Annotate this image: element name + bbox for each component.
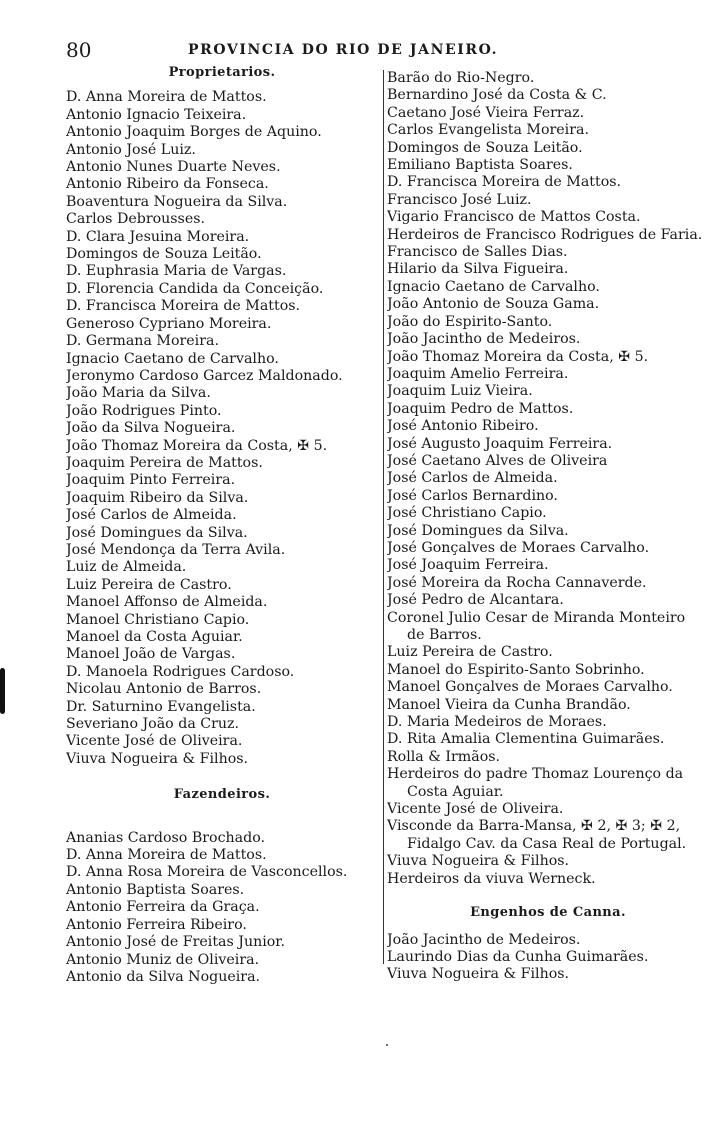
list-item: Luiz de Almeida. (66, 559, 187, 576)
list-item: Antonio da Silva Nogueira. (66, 968, 261, 985)
list-item: Ignacio Caetano de Carvalho. (387, 278, 600, 295)
list-item: José Domingues da Silva. (66, 524, 248, 541)
list-proprietarios (66, 89, 378, 768)
list-item: João Jacintho de Medeiros. (387, 331, 581, 348)
list-item: Manoel Christiano Capio. (66, 611, 250, 628)
list-item: Viuva Nogueira & Filhos. (387, 853, 570, 870)
list-item: Hilario da Silva Figueira. (387, 261, 569, 278)
list-item: Manoel da Costa Aguiar. (66, 629, 243, 645)
list-item: Antonio Joaquim Borges de Aquino. (66, 124, 322, 141)
list-item: Joaquim Pereira de Mattos. (66, 454, 263, 471)
list-item: Nicolau Antonio de Barros. (66, 681, 262, 698)
list-item: Fidalgo Cav. da Casa Real de Portugal. (407, 835, 687, 852)
list-item: Manoel do Espirito-Santo Sobrinho. (387, 661, 645, 678)
list-item: José Pedro de Alcantara. (387, 592, 564, 609)
list-item: Costa Aguiar. (407, 783, 504, 800)
list-item: José Antonio Ribeiro. (387, 418, 539, 435)
list-fazendeiros-continued (387, 70, 709, 888)
list-item: Manoel João de Vargas. (66, 646, 236, 663)
list-item: Coronel Julio Cesar de Miranda Monteiro (387, 609, 686, 626)
list-item: Joaquim Pedro de Mattos. (387, 400, 574, 417)
list-item: Viuva Nogueira & Filhos. (387, 966, 570, 983)
right-column (387, 70, 709, 984)
list-item: Manoel Gonçalves de Moraes Carvalho. (387, 679, 673, 696)
list-item: Manoel Vieira da Cunha Brandão. (387, 696, 631, 713)
list-item: João da Silva Nogueira. (66, 420, 236, 437)
section-title-fazendeiros: Fazendeiros. (173, 787, 271, 803)
list-item: Bernardino José da Costa & C. (387, 87, 607, 104)
list-item: Rolla & Irmãos. (387, 748, 501, 765)
page-header (66, 38, 711, 62)
list-fazendeiros (66, 830, 378, 987)
binding-mark (0, 668, 5, 714)
list-item: Manoel Affonso de Almeida. (66, 594, 268, 611)
list-item: Antonio Ferreira da Graça. (66, 899, 260, 916)
list-item: Luiz Pereira de Castro. (66, 576, 232, 593)
list-item: José Augusto Joaquim Ferreira. (387, 435, 613, 452)
stray-mark (386, 1044, 388, 1046)
list-item: D. Clara Jesuina Moreira. (66, 228, 250, 245)
list-item: D. Germana Moreira. (66, 333, 219, 350)
list-item: Generoso Cypriano Moreira. (66, 315, 272, 332)
list-item: D. Florencia Candida da Conceição. (66, 280, 324, 297)
list-item: José Christiano Capio. (387, 505, 547, 522)
list-item: Antonio José Luiz. (66, 141, 196, 158)
list-item: Severiano João da Cruz. (66, 716, 240, 733)
list-item: D. Maria Medeiros de Moraes. (387, 714, 607, 731)
list-item: Caetano José Vieira Ferraz. (387, 104, 585, 121)
list-item: José Carlos de Almeida. (387, 470, 558, 487)
list-item: José Domingues da Silva. (387, 522, 569, 539)
list-engenhos (387, 932, 709, 984)
list-item: Domingos de Souza Leitão. (66, 246, 262, 263)
list-item: Jeronymo Cardoso Garcez Maldonado. (66, 367, 343, 384)
list-item: João Jacintho de Medeiros. (387, 931, 581, 948)
list-item: Emiliano Baptista Soares. (387, 157, 573, 174)
list-item: D. Euphrasia Maria de Vargas. (66, 263, 287, 280)
section-title-proprietarios: Proprietarios. (168, 65, 276, 80)
list-item: Joaquim Luiz Vieira. (387, 383, 533, 400)
list-item: João Maria da Silva. (66, 385, 211, 402)
list-item: Carlos Debrousses. (66, 211, 206, 228)
list-item: Antonio Ribeiro da Fonseca. (66, 176, 269, 193)
list-item: João Rodrigues Pinto. (66, 402, 222, 419)
list-item: de Barros. (407, 627, 482, 643)
column-divider (383, 70, 384, 964)
list-item: D. Anna Moreira de Mattos. (66, 89, 267, 106)
list-item: Joaquim Pinto Ferreira. (66, 472, 236, 489)
list-item: Antonio Muniz de Oliveira. (66, 951, 260, 968)
list-item: Vigario Francisco de Mattos Costa. (387, 209, 641, 226)
list-item: Laurindo Dias da Cunha Guimarães. (387, 948, 649, 965)
list-item: Domingos de Souza Leitão. (387, 139, 583, 156)
list-item: Antonio José de Freitas Junior. (66, 934, 286, 951)
list-item: D. Francisca Moreira de Mattos. (66, 298, 301, 315)
list-item: Joaquim Ribeiro da Silva. (66, 489, 249, 506)
list-item: Antonio Ferreira Ribeiro. (66, 916, 247, 933)
page-number: 80 (66, 38, 92, 62)
list-item: D. Anna Rosa Moreira de Vasconcellos. (66, 864, 348, 881)
list-item: Visconde da Barra-Mansa, ✠ 2, ✠ 3; ✠ 2, (387, 818, 681, 835)
list-item: Herdeiros do padre Thomaz Lourenço da (387, 766, 684, 783)
list-item: José Mendonça da Terra Avila. (66, 541, 286, 558)
list-item: Herdeiros da viuva Werneck. (387, 870, 596, 887)
list-item: Antonio Baptista Soares. (66, 881, 245, 898)
list-item: Luiz Pereira de Castro. (387, 644, 553, 661)
list-item: João Antonio de Souza Gama. (387, 296, 600, 313)
list-item: D. Rita Amalia Clementina Guimarães. (387, 731, 665, 748)
list-item: Antonio Nunes Duarte Neves. (66, 159, 281, 176)
list-item: D. Francisca Moreira de Mattos. (387, 174, 622, 191)
list-item: João do Espirito-Santo. (387, 313, 553, 330)
list-item: José Moreira da Rocha Cannaverde. (387, 574, 647, 591)
list-item: D. Manoela Rodrigues Cardoso. (66, 663, 295, 680)
list-item: José Caetano Alves de Oliveira (387, 452, 608, 469)
list-item: Ignacio Caetano de Carvalho. (66, 350, 279, 367)
list-item: Francisco José Luiz. (387, 191, 532, 208)
list-item: D. Anna Moreira de Mattos. (66, 847, 267, 864)
list-item: José Gonçalves de Moraes Carvalho. (387, 539, 650, 556)
list-item: Vicente José de Oliveira. (66, 733, 243, 750)
list-item: Boaventura Nogueira da Silva. (66, 193, 288, 210)
list-item: Barão do Rio-Negro. (387, 70, 535, 86)
list-item: Viuva Nogueira & Filhos. (66, 750, 249, 767)
list-item: Antonio Ignacio Teixeira. (66, 106, 247, 123)
list-item: Vicente José de Oliveira. (387, 801, 564, 818)
list-item: Herdeiros de Francisco Rodrigues de Faria. (387, 226, 703, 243)
running-title: PROVINCIA DO RIO DE JANEIRO. (188, 42, 499, 58)
list-item: João Thomaz Moreira da Costa, ✠ 5. (387, 348, 649, 365)
list-item: Dr. Saturnino Evangelista. (66, 698, 256, 715)
section-title-engenhos: Engenhos de Canna. (470, 905, 626, 921)
list-item: José Joaquim Ferreira. (387, 557, 549, 574)
list-item: José Carlos de Almeida. (66, 507, 237, 524)
list-item: Francisco de Salles Dias. (387, 244, 568, 261)
list-item: Carlos Evangelista Moreira. (387, 122, 589, 139)
list-item: Joaquim Amelio Ferreira. (387, 365, 569, 382)
list-item: João Thomaz Moreira da Costa, ✠ 5. (66, 437, 328, 454)
list-item: José Carlos Bernardino. (387, 487, 558, 504)
list-item: Ananias Cardoso Brochado. (66, 829, 265, 846)
left-column (66, 64, 378, 986)
